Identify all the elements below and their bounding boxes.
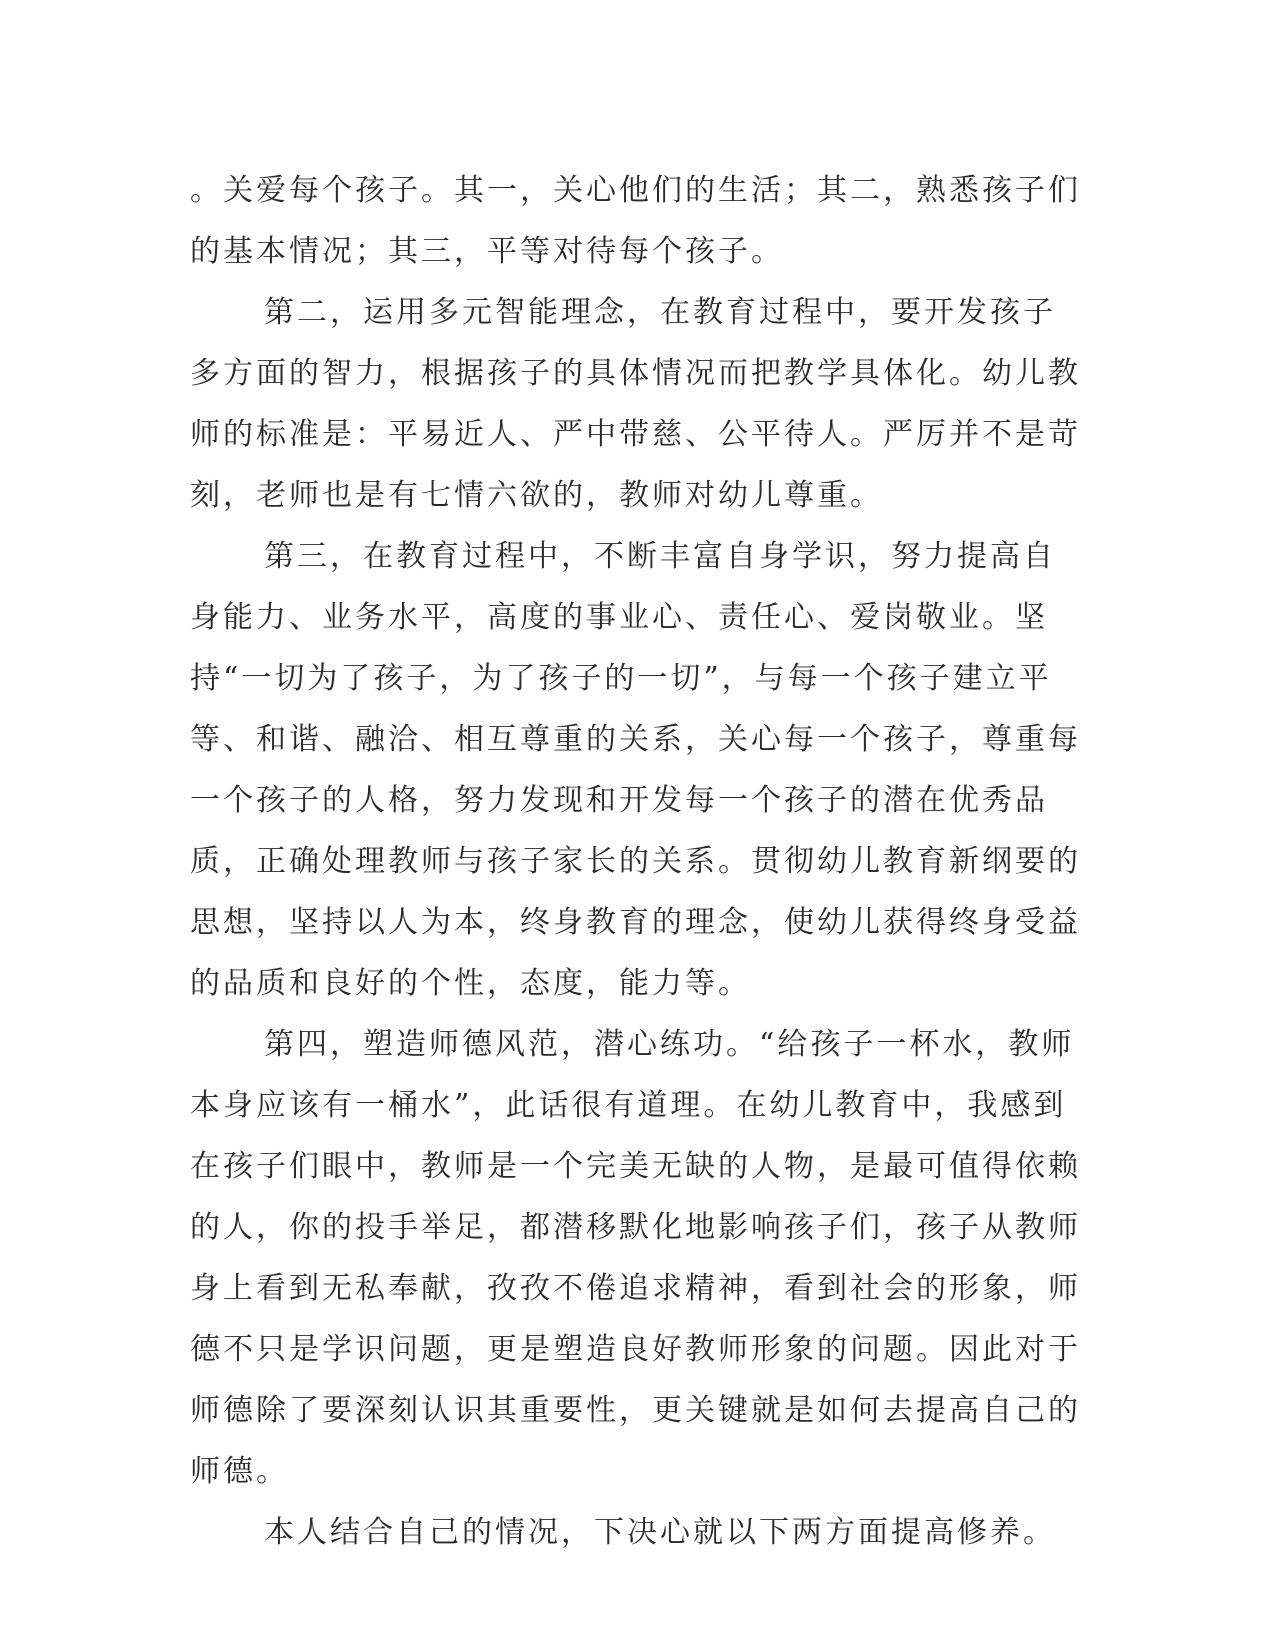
paragraph-conclusion: 本人结合自己的情况，下决心就以下两方面提高修养。 [264,1515,1056,1550]
paragraph-fourth-point: 第四，塑造师德风范，潜心练功。“给孩子一杯水，教师本身应该有一桶水”，此话很有道理。在幼儿教育中，我感到在孩子们眼中，教师是一个完美无缺的人物，是最可值得依赖的人，你的投手举足，都潜移默化地影响孩子们，孩子从教师身上看到无私奉献，孜孜不倦追求精神，看到社会的形象，师德不只是学识问题，更是塑造良好教师形象的问题。因此对于师德除了要深刻认识其重要性，更关键就是如何去提高自己的师德。 [190,1027,1081,1489]
paragraph-second-point: 第二，运用多元智能理念，在教育过程中，要开发孩子多方面的智力，根据孩子的具体情况而把教学具体化。幼儿教师的标准是：平易近人、严中带慈、公平待人。严厉并不是苛刻，老师也是有七情六欲的，教师对幼儿尊重。 [190,295,1081,513]
paragraph-continuation: 。关爱每个孩子。其一，关心他们的生活；其二，熟悉孩子们的基本情况；其三，平等对待每个孩子。 [190,173,1081,269]
paragraph-third-point: 第三，在教育过程中，不断丰富自身学识，努力提高自身能力、业务水平，高度的事业心、责任心、爱岗敬业。坚持“一切为了孩子，为了孩子的一切”，与每一个孩子建立平等、和谐、融洽、相互尊重的关系，关心每一个孩子，尊重每一个孩子的人格，努力发现和开发每一个孩子的潜在优秀品质，正确处理教师与孩子家长的关系。贯彻幼儿教育新纲要的思想，坚持以人为本，终身教育的理念，使幼儿获得终身受益的品质和良好的个性，态度，能力等。 [190,539,1081,1001]
body-text [190,160,1085,1563]
